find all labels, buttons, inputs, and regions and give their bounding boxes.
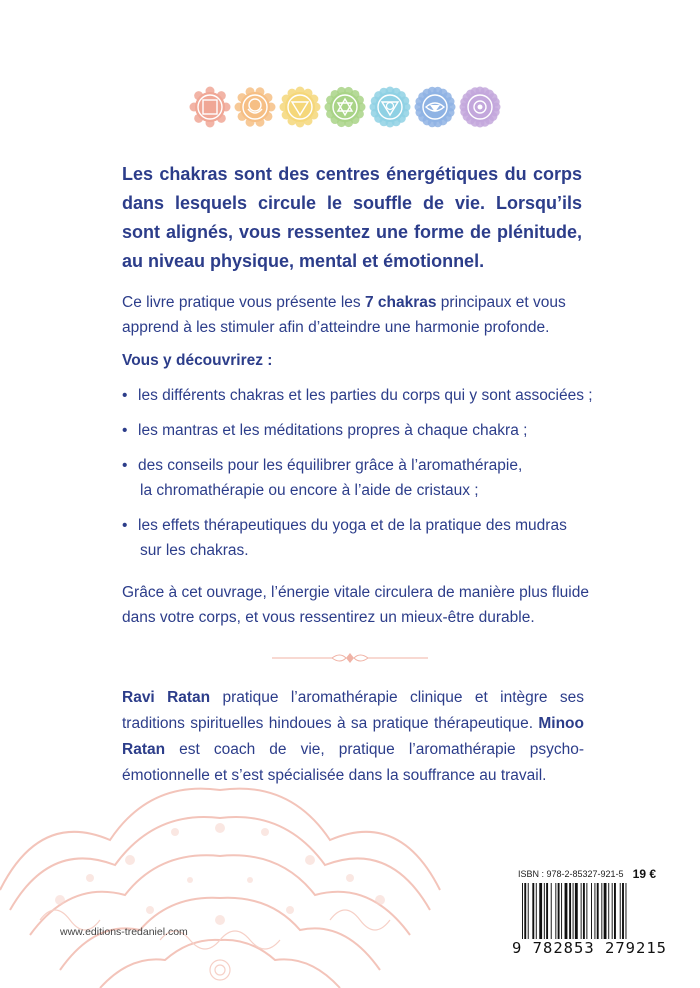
barcode-bar — [524, 883, 526, 939]
barcode-bar — [604, 883, 607, 939]
barcode-bar — [565, 883, 568, 939]
price-label: 19 € — [632, 867, 656, 881]
bullet-item — [122, 418, 602, 443]
barcode-bar — [594, 883, 595, 939]
bullet-line: les mantras et les méditations propres à chaque chakra ; — [138, 422, 528, 439]
barcode-bar — [532, 883, 534, 939]
barcode-image — [520, 883, 662, 941]
barcode-bar — [546, 883, 548, 939]
barcode-bar — [558, 883, 560, 939]
barcode-bar — [620, 883, 621, 939]
bullet-line: les effets thérapeutiques du yoga et de la pratique des mudras — [138, 517, 567, 534]
barcode-bar — [597, 883, 599, 939]
mandala-ornament — [0, 770, 450, 988]
barcode-bar — [522, 883, 523, 939]
barcode-bar — [536, 883, 537, 939]
intro-text-after: principaux et vous apprend à les stimuler afin d’atteindre une harmonie profonde. — [122, 294, 566, 336]
bullet-item — [122, 453, 602, 503]
sacral-chakra-icon — [235, 87, 276, 126]
lead-paragraph: Les chakras sont des centres énergétiques du corps dans lesquels circule le souffle de vie. Lorsqu’ils sont alignés, vous ressentez une forme de plénitude, au niveau physique, mental et émotionnel. — [122, 164, 582, 271]
publisher-website[interactable]: www.editions-tredaniel.com — [60, 926, 188, 938]
barcode-bar — [528, 883, 529, 939]
solar-plexus-chakra-icon — [280, 87, 321, 128]
bullet-line-continuation: la chromathérapie ou encore à l’aide de cristaux ; — [140, 482, 479, 499]
intro-bold-seven-chakras: 7 chakras — [364, 294, 437, 311]
barcode-bar — [601, 883, 602, 939]
bullet-item — [122, 513, 602, 563]
author-text-1: pratique l’aromathérapie clinique et intègre ses traditions spirituelles hindoues à sa pratique thérapeutique. — [122, 689, 584, 732]
third-eye-chakra-icon — [415, 87, 456, 128]
barcode-bar — [551, 883, 552, 939]
barcode-bar — [583, 883, 585, 939]
barcode-bar — [539, 883, 542, 939]
conclusion-paragraph: Grâce à cet ouvrage, l’énergie vitale circulera de manière plus fluide dans votre corps, et vous ressentirez un mieux-être durable. — [122, 584, 589, 626]
barcode-bar — [561, 883, 562, 939]
author-name-minoo: Minoo Ratan — [122, 715, 584, 758]
bullet-list — [122, 383, 602, 573]
bullet-item — [122, 383, 602, 408]
discover-heading: Vous y découvrirez : — [122, 352, 273, 369]
barcode-bar — [575, 883, 578, 939]
throat-chakra-icon — [370, 87, 411, 128]
barcode-bar — [622, 883, 624, 939]
barcode-bar — [544, 883, 545, 939]
intro-paragraph — [122, 290, 597, 340]
barcode-digits: 9 782853 279215 — [512, 939, 667, 957]
author-text-2: est coach de vie, pratique l’aromathérapie psycho-émotionnelle et s’est spécialisée dans la souffrance au travail. — [122, 741, 584, 784]
heart-chakra-icon — [325, 87, 366, 127]
chakra-symbols-row — [0, 82, 700, 132]
barcode-bar — [608, 883, 609, 939]
barcode-bar — [614, 883, 616, 939]
bullet-line: des conseils pour les équilibrer grâce à l’aromathérapie, — [138, 457, 523, 474]
barcode-bar — [626, 883, 627, 939]
barcode-bar — [569, 883, 571, 939]
bullet-line-continuation: sur les chakras. — [140, 542, 249, 559]
barcode-block — [510, 867, 670, 967]
root-chakra-icon — [190, 87, 231, 128]
isbn-number: ISBN : 978-2-85327-921-5 — [518, 869, 624, 879]
barcode-bar — [555, 883, 556, 939]
barcode-bar — [591, 883, 592, 939]
crown-chakra-icon — [460, 87, 501, 128]
bullet-line: les différents chakras et les parties du corps qui y sont associées ; — [138, 387, 593, 404]
author-name-ravi: Ravi Ratan — [122, 689, 211, 706]
barcode-bar — [586, 883, 587, 939]
barcode-bar — [573, 883, 574, 939]
barcode-bar — [612, 883, 613, 939]
intro-text-before: Ce livre pratique vous présente les — [122, 294, 365, 311]
barcode-bar — [581, 883, 582, 939]
ornament-divider — [270, 650, 430, 666]
